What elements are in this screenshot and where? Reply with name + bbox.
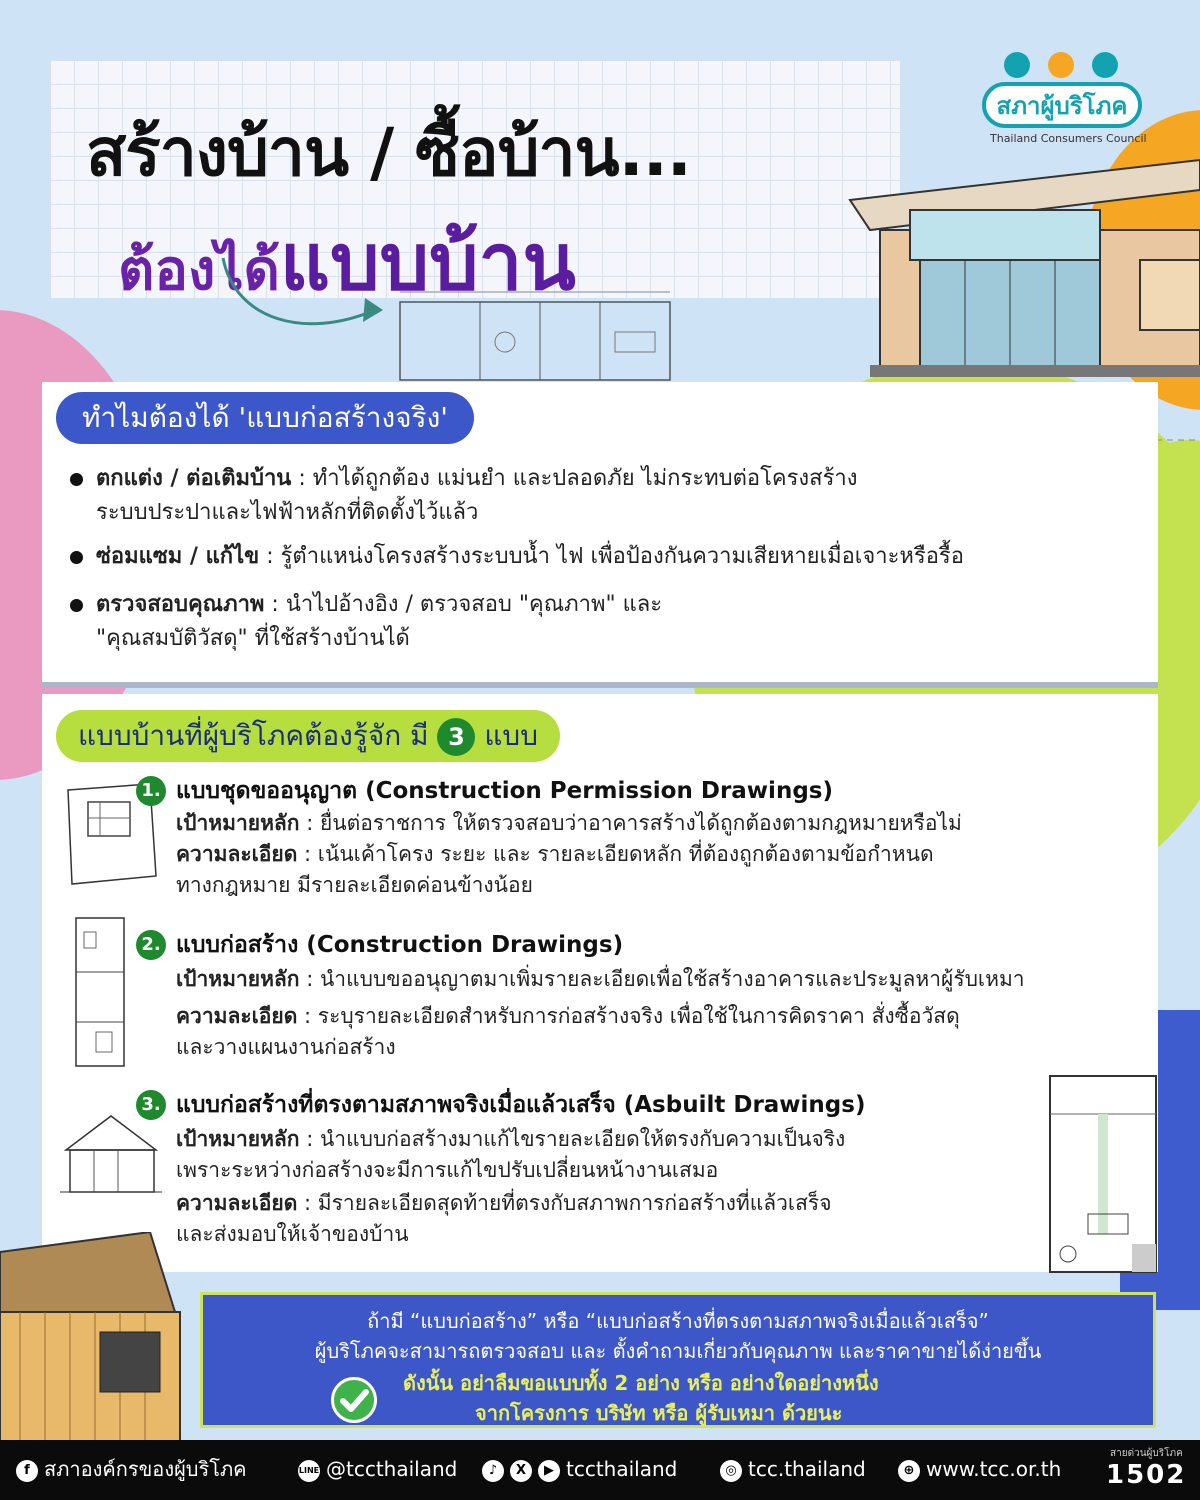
- hotline-label: สายด่วนผู้บริโภค: [1110, 1448, 1183, 1459]
- goal-text: : นำแบบก่อสร้างมาแก้ไขรายละเอียดให้ตรงกับความเป็นจริง: [299, 1127, 846, 1151]
- detail-text: : ระบุรายละเอียดสำหรับการก่อสร้างจริง เพื่อใช้ในการคิดราคา สั่งซื้อวัสดุ: [297, 1004, 960, 1028]
- types-heading: [56, 710, 560, 762]
- check-icon: [331, 1377, 377, 1423]
- facebook-icon: f: [16, 1460, 38, 1482]
- reason-text: : นำไปอ้างอิง / ตรวจสอบ "คุณภาพ" และ: [264, 592, 663, 617]
- type-number-badge: 3.: [136, 1090, 166, 1120]
- type-title: แบบก่อสร้างที่ตรงตามสภาพจริงเมื่อแล้วเสร็จ (Asbuilt Drawings): [176, 1092, 866, 1118]
- reason-text: : รู้ตำแหน่งโครงสร้างระบบน้ำ ไฟ เพื่อป้องกันความเสียหายเมื่อเจาะหรือรื้อ: [259, 544, 964, 569]
- type-number-badge: 2.: [136, 930, 166, 960]
- footer-facebook-text: สภาองค์กรของผู้บริโภค: [44, 1457, 247, 1481]
- footer-instagram-link[interactable]: [720, 1454, 866, 1484]
- bullet-icon: [70, 473, 83, 486]
- reason-label: ตรวจสอบคุณภาพ: [96, 592, 265, 617]
- instagram-icon: ◎: [720, 1460, 742, 1482]
- detail-label: ความละเอียด: [176, 1191, 298, 1215]
- footer-tiktok-text: tccthailand: [566, 1457, 678, 1481]
- drawing-type-2: [136, 930, 1136, 1063]
- reason-label: ตกแต่ง / ต่อเติมบ้าน: [96, 466, 292, 491]
- goal-label: เป้าหมายหลัก: [176, 1127, 300, 1151]
- reason-text-2: ระบบประปาและไฟฟ้าหลักที่ติดตั้งไว้แล้ว: [96, 500, 479, 525]
- reason-item: [70, 462, 858, 530]
- reason-text: : ทำได้ถูกต้อง แม่นยำ และปลอดภัย ไม่กระทบต่อโครงสร้าง: [291, 466, 858, 491]
- hotline-number[interactable]: 1502: [1106, 1460, 1187, 1490]
- logo-dot: [1092, 52, 1118, 78]
- line-icon: LINE: [298, 1460, 320, 1482]
- note-line-1: ถ้ามี “แบบก่อสร้าง” หรือ “แบบก่อสร้างที่ตรงตามสภาพจริงเมื่อแล้วเสร็จ”: [367, 1309, 989, 1333]
- floor-plan-sketch: [380, 282, 680, 382]
- youtube-icon: ▶: [538, 1460, 560, 1482]
- goal-text: : ยื่นต่อราชการ ให้ตรวจสอบว่าอาคารสร้างได้ถูกต้องตามกฎหมายหรือไม่: [299, 811, 962, 835]
- logo-dot: [1004, 52, 1030, 78]
- types-heading-post: แบบ: [484, 719, 538, 752]
- asbuilt-plan-thumbnail: [1048, 1074, 1158, 1274]
- detail-label: ความละเอียด: [176, 842, 298, 866]
- wooden-house-illustration: [0, 1232, 200, 1442]
- goal-text: : นำแบบขออนุญาตมาเพิ่มรายละเอียดเพื่อใช้สร้างอาคารและประมูลหาผู้รับเหมา: [299, 967, 1025, 991]
- reason-text-2: "คุณสมบัติวัสดุ" ที่ใช้สร้างบ้านได้: [96, 626, 410, 651]
- goal-label: เป้าหมายหลัก: [176, 811, 300, 835]
- footer-line-link[interactable]: [298, 1454, 457, 1484]
- note-line-4: จากโครงการ บริษัท หรือ ผู้รับเหมา ด้วยนะ: [475, 1401, 843, 1425]
- arrow-sketch-icon: [215, 250, 395, 350]
- detail-text-2: และวางแผนงานก่อสร้าง: [176, 1035, 396, 1059]
- title-line-2-big: แบบบ้าน: [279, 218, 576, 308]
- bullet-icon: [70, 551, 83, 564]
- reason-item: [70, 588, 662, 656]
- detail-text-2: และส่งมอบให้เจ้าของบ้าน: [176, 1222, 409, 1246]
- logo-dot: [1048, 52, 1074, 78]
- type-title: แบบก่อสร้าง (Construction Drawings): [176, 932, 624, 958]
- note-line-2: ผู้บริโภคจะสามารถตรวจสอบ และ ตั้งคำถามเกี่ยวกับคุณภาพ และราคาขายได้ง่ายขึ้น: [314, 1339, 1042, 1363]
- footer-website-text: www.tcc.or.th: [926, 1457, 1062, 1481]
- goal-text-2: เพราะระหว่างก่อสร้างจะมีการแก้ไขปรับเปลี่ยนหน้างานเสมอ: [176, 1158, 719, 1182]
- types-count-badge: 3: [437, 718, 475, 756]
- detail-text: : เน้นเค้าโครง ระยะ และ รายละเอียดหลัก ที่ต้องถูกต้องตามข้อกำหนด: [297, 842, 934, 866]
- bullet-icon: [70, 599, 83, 612]
- footer-line-text: @tccthailand: [326, 1457, 458, 1481]
- types-heading-pre: แบบบ้านที่ผู้บริโภคต้องรู้จัก มี: [78, 719, 429, 752]
- reason-label: ซ่อมแซม / แก้ไข: [96, 544, 260, 569]
- tcc-logo: [982, 52, 1160, 152]
- x-icon: X: [510, 1460, 532, 1482]
- logo-subtitle: Thailand Consumers Council: [990, 132, 1147, 145]
- reason-item: [70, 540, 964, 574]
- type-number-badge: 1.: [136, 776, 166, 806]
- globe-icon: ⊕: [898, 1460, 920, 1482]
- footer-website-link[interactable]: [898, 1454, 1061, 1484]
- why-heading: ทำไมต้องได้ 'แบบก่อสร้างจริง': [56, 392, 474, 444]
- title-line-2-small: ต้องได้: [118, 238, 280, 303]
- tiktok-icon: ♪: [482, 1460, 504, 1482]
- note-line-3: ดังนั้น อย่าลืมขอแบบทั้ง 2 อย่าง หรือ อย่างใดอย่างหนึ่ง: [403, 1371, 879, 1395]
- summary-note-box: [200, 1292, 1156, 1428]
- title-line-1: สร้างบ้าน / ซื้อบ้าน...: [86, 114, 691, 191]
- logo-wordmark: สภาผู้บริโภค: [982, 82, 1142, 128]
- footer-tiktok-x-link[interactable]: [482, 1454, 677, 1484]
- footer-instagram-text: tcc.thailand: [748, 1457, 866, 1481]
- goal-label: เป้าหมายหลัก: [176, 967, 300, 991]
- footer-bar: [0, 1440, 1200, 1500]
- construction-drawing-thumbnail: [66, 912, 130, 1072]
- drawing-type-1: [136, 776, 1136, 901]
- detail-label: ความละเอียด: [176, 1004, 298, 1028]
- detail-text: : มีรายละเอียดสุดท้ายที่ตรงกับสภาพการก่อสร้างที่แล้วเสร็จ: [297, 1191, 832, 1215]
- type-title: แบบชุดขออนุญาต (Construction Permission Drawings): [176, 778, 833, 804]
- drawing-type-3: [136, 1090, 1016, 1250]
- detail-text-2: ทางกฎหมาย มีรายละเอียดค่อนข้างน้อย: [176, 873, 533, 897]
- footer-facebook-link[interactable]: [16, 1454, 247, 1484]
